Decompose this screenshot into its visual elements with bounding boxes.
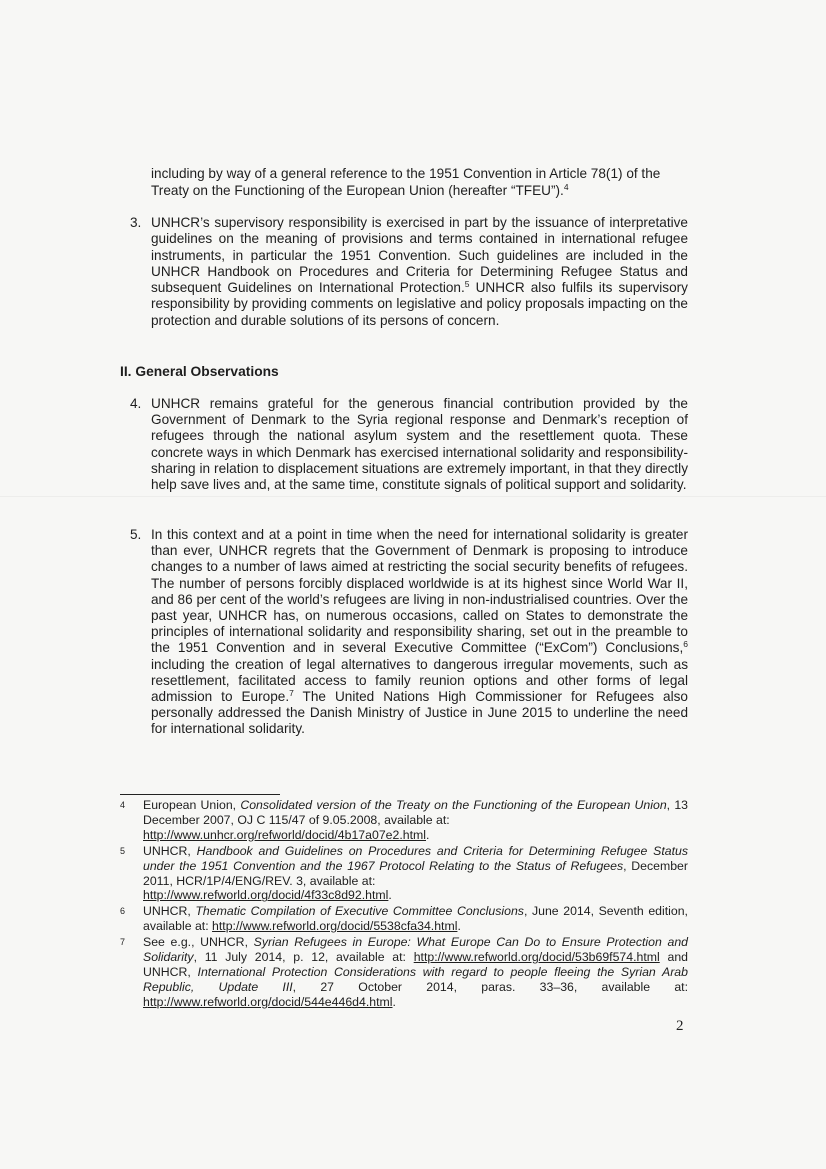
- footnote-text: and UNHCR,: [143, 950, 688, 979]
- paragraph-body: [151, 215, 688, 329]
- footnote-link[interactable]: http://www.refworld.org/docid/5538cfa34.html: [212, 919, 458, 934]
- paragraph-body: [151, 396, 688, 493]
- footnote-5: [120, 844, 688, 904]
- continuation-text: including by way of a general reference to the 1951 Convention in Article 78(1) of the Treaty on the Functioning of the European Union (hereafter “TFEU”).: [151, 166, 661, 198]
- footnote-text: European Union,: [143, 798, 241, 812]
- footnote-text: .: [388, 888, 392, 903]
- footnote-ref[interactable]: 5: [464, 279, 470, 290]
- paragraph-number: 5.: [130, 527, 142, 542]
- footnote-title: Thematic Compilation of Executive Committee Conclusions: [195, 904, 524, 919]
- paragraph-number: 4.: [130, 396, 142, 411]
- footnote-number: 4: [120, 800, 126, 810]
- footnote-6: [120, 904, 688, 934]
- paragraph-text: The United Nations High Commissioner for Refugees also personally addressed the Danish Ministry of Justice in June 2015 to underline the need for international solidarity.: [151, 689, 688, 737]
- footnote-number: 5: [120, 845, 126, 856]
- footnote-link[interactable]: http://www.refworld.org/docid/53b69f574.html: [413, 950, 660, 965]
- footnote-text: UNHCR,: [143, 904, 196, 919]
- paragraph-5: [130, 527, 688, 738]
- footnote-link[interactable]: http://www.refworld.org/docid/4f33c8d92.html: [143, 888, 389, 903]
- footnote-text: .: [426, 827, 430, 842]
- section-heading: II. General Observations: [120, 364, 279, 379]
- footnotes: [120, 798, 688, 1011]
- footnote-number: 7: [120, 937, 126, 948]
- paragraph-continuation: [151, 165, 687, 199]
- footnote-text: .: [392, 994, 396, 1009]
- paragraph-number: 3.: [130, 215, 142, 230]
- footnote-ref[interactable]: 7: [289, 688, 294, 699]
- footnote-text: UNHCR,: [143, 843, 197, 858]
- footnote-title: Consolidated version of the Treaty on the Functioning of the European Union: [240, 798, 667, 812]
- paragraph-body: [151, 527, 688, 738]
- paragraph-text: In this context and at a point in time when the need for international solidarity is greater than ever, UNHCR regrets that the Government of Denmark is proposing to introduce changes to a number of laws aimed at restricting the social security benefits of refugees. The number of persons forcibly displaced worldwide is at its highest since World War II, and 86 per cent of the world’s refugees are living in non-industrialised countries. Over the past year, UNHCR has, on numerous occasions, called on States to demonstrate the principles of international solidarity and responsibility sharing, set out in the preamble to the 1951 Convention and in several Executive Committee (“ExCom”) Conclusions,: [151, 527, 688, 656]
- footnote-text: , 13 December 2007, OJ C 115/47 of 9.05.2008, available at:: [143, 798, 688, 827]
- footnote-text: .: [457, 919, 461, 934]
- paragraph-text: UNHCR remains grateful for the generous financial contribution provided by the Government of Denmark to the Syria regional response and Denmark’s reception of refugees through the national asylum system and the resettlement quota. These concrete ways in which Denmark has exercised international solidarity and responsibility-sharing in relation to displacement situations are extremely important, in that they directly help save lives and, at the same time, constitute signals of political support and solidarity.: [151, 396, 688, 493]
- footnote-4: [120, 798, 688, 843]
- footnote-divider: [120, 794, 280, 795]
- paragraph-4: [130, 396, 688, 493]
- footnote-text: , December 2011, HCR/1P/4/ENG/REV. 3, available at:: [143, 858, 688, 888]
- paragraph-text: including the creation of legal alternatives to dangerous irregular movements, such as resettlement, facilitated access to family reunion options and other forms of legal admission to Europe.: [151, 656, 688, 705]
- page-number: 2: [676, 1018, 684, 1034]
- footnote-title: Syrian Refugees in Europe: What Europe Can Do to Ensure Protection and Solidarity: [143, 935, 688, 965]
- footnote-ref[interactable]: 6: [683, 639, 688, 650]
- paragraph-3: [130, 215, 688, 329]
- footnote-text: , June 2014, Seventh edition, available at:: [143, 904, 688, 934]
- footnote-title: Handbook and Guidelines on Procedures and Criteria for Determining Refugee Status under the 1951 Convention and the 1967 Protocol Relating to the Status of Refugees: [143, 843, 688, 873]
- footnote-ref[interactable]: 4: [563, 182, 569, 192]
- scan-artifact: [0, 496, 826, 497]
- footnote-text: , 27 October 2014, paras. 33–36, available at:: [292, 979, 688, 994]
- footnote-7: [120, 935, 688, 1010]
- footnote-text: , 11 July 2014, p. 12, available at:: [193, 950, 414, 965]
- footnote-link[interactable]: http://www.refworld.org/docid/544e446d4.html: [143, 994, 393, 1009]
- paragraph-text: UNHCR also fulfils its supervisory responsibility by providing comments on legislative and policy proposals impacting on the protection and durable solutions of its persons of concern.: [151, 280, 688, 328]
- footnote-number: 6: [120, 906, 126, 917]
- paragraph-text: UNHCR’s supervisory responsibility is exercised in part by the issuance of interpretative guidelines on the meaning of provisions and terms contained in international refugee instruments, in particular the 1951 Convention. Such guidelines are included in the UNHCR Handbook on Procedures and Criteria for Determining Refugee Status and subsequent Guidelines on International Protection.: [151, 215, 688, 296]
- footnote-text: See e.g., UNHCR,: [143, 935, 254, 950]
- footnote-title: International Protection Considerations with regard to people fleeing the Syrian Arab Republic, Update III: [143, 964, 688, 994]
- footnote-link[interactable]: http://www.unhcr.org/refworld/docid/4b17a07e2.html: [143, 827, 426, 842]
